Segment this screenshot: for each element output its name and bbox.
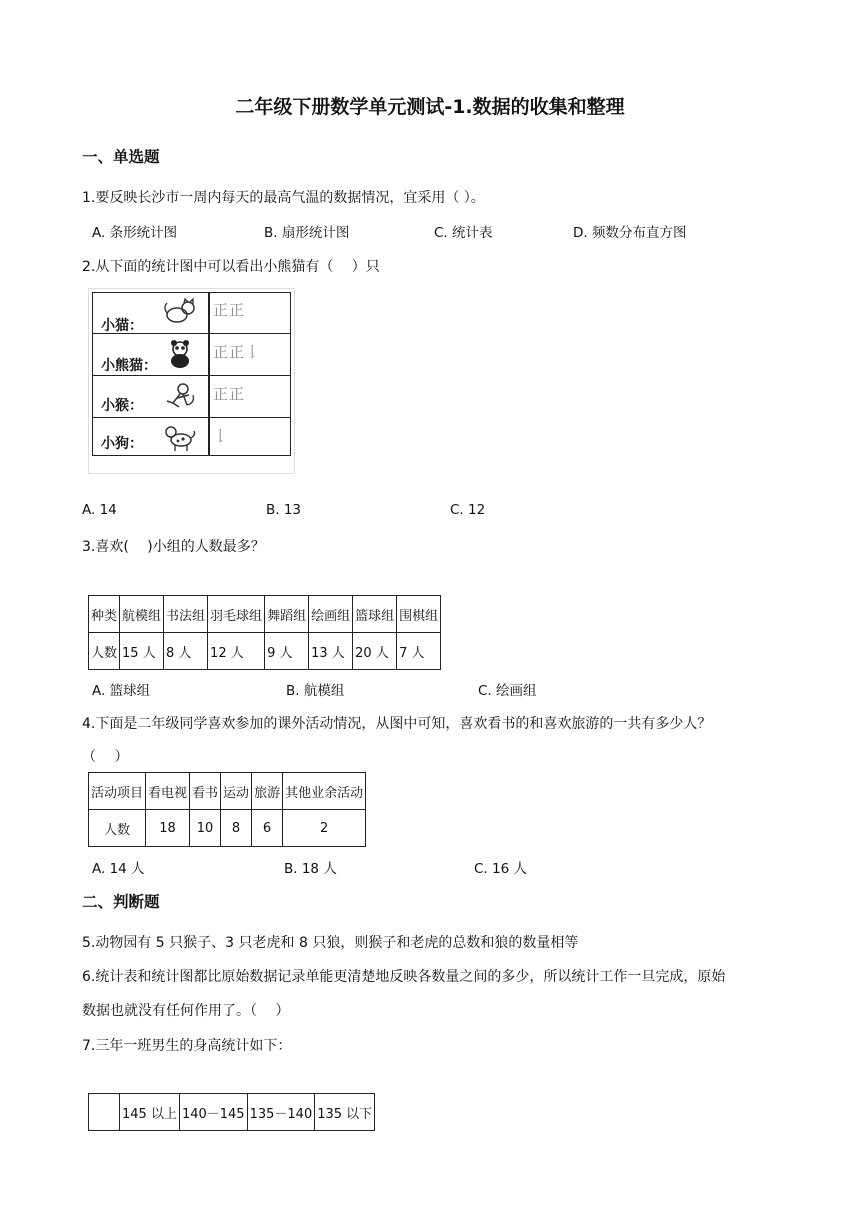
tally-label: 小猴： — [101, 398, 143, 414]
table-header-cell: 种类 — [89, 596, 120, 633]
table-cell: 10 — [190, 810, 221, 847]
table-header-cell: 其他业余活动 — [283, 773, 366, 810]
question-4: 4.下面是二年级同学喜欢参加的课外活动情况，从图中可知，喜欢看书的和喜欢旅游的一共有多少人？ — [82, 716, 712, 732]
q2-option-c: C. 12 — [450, 502, 486, 518]
q3-option-a: A. 篮球组 — [92, 683, 151, 699]
table-header-cell: 看书 — [190, 773, 221, 810]
q1-option-b: B. 扇形统计图 — [264, 225, 350, 241]
q4-option-b: B. 18 人 — [284, 861, 337, 877]
tally-marks: 𠄌 — [213, 427, 230, 445]
question-2: 2.从下面的统计图中可以看出小熊猫有（ ）只 — [82, 259, 380, 275]
q4-option-c: C. 16 人 — [474, 861, 527, 877]
tally-marks: 正正 — [213, 385, 246, 403]
table-header-cell: 看电视 — [146, 773, 190, 810]
table-header-cell: 航模组 — [120, 596, 164, 633]
table-header-cell: 旅游 — [252, 773, 283, 810]
tally-label: 小狗： — [101, 436, 143, 452]
q1-option-c: C. 统计表 — [434, 225, 493, 241]
table-cell: 8 — [221, 810, 252, 847]
tally-row-panda — [93, 335, 290, 376]
table-cell: 人数 — [89, 633, 120, 670]
table-header-cell: 运动 — [221, 773, 252, 810]
table-cell: 2 — [283, 810, 366, 847]
q7-table — [88, 1093, 375, 1131]
page-title: 二年级下册数学单元测试-1.数据的收集和整理 — [235, 96, 625, 118]
question-5: 5.动物园有 5 只猴子、3 只老虎和 8 只狼，则猴子和老虎的总数和狼的数量相等 — [82, 935, 579, 951]
table-cell: 人数 — [89, 810, 146, 847]
table-header-cell — [89, 1094, 120, 1131]
table-row — [89, 773, 366, 810]
table-header-cell: 145 以上 — [120, 1094, 180, 1131]
section-heading-single-choice: 一、单选题 — [82, 148, 160, 166]
table-cell: 6 — [252, 810, 283, 847]
table-header-cell: 140－145 — [179, 1094, 247, 1131]
tally-row-cat — [93, 293, 290, 334]
table-header-cell: 135 以下 — [315, 1094, 375, 1131]
cat-icon — [163, 297, 197, 327]
table-row — [89, 810, 366, 847]
table-header-cell: 羽毛球组 — [208, 596, 265, 633]
table-cell: 13 人 — [309, 633, 353, 670]
table-cell: 8 人 — [164, 633, 208, 670]
tally-row-dog — [93, 419, 290, 459]
question-1: 1.要反映长沙市一周内每天的最高气温的数据情况，宜采用（ ）。 — [82, 190, 485, 206]
q4-option-a: A. 14 人 — [92, 861, 145, 877]
table-row — [89, 1094, 375, 1131]
q1-option-a: A. 条形统计图 — [92, 225, 178, 241]
dog-icon — [163, 423, 197, 453]
table-cell: 18 — [146, 810, 190, 847]
tally-chart — [88, 288, 295, 474]
panda-icon — [163, 339, 197, 369]
table-header-cell: 篮球组 — [353, 596, 397, 633]
table-cell: 15 人 — [120, 633, 164, 670]
q3-table — [88, 595, 441, 670]
question-6-line-1: 6.统计表和统计图都比原始数据记录单能更清楚地反映各数量之间的多少，所以统计工作一旦完成，原始 — [82, 969, 726, 985]
section-heading-true-false: 二、判断题 — [82, 893, 160, 911]
table-header-cell: 舞蹈组 — [265, 596, 309, 633]
table-header-cell: 活动项目 — [89, 773, 146, 810]
tally-label: 小熊猫： — [101, 358, 157, 374]
monkey-icon — [163, 381, 197, 411]
table-cell: 9 人 — [265, 633, 309, 670]
question-7: 7.三年一班男生的身高统计如下： — [82, 1038, 292, 1054]
q3-option-c: C. 绘画组 — [478, 683, 537, 699]
tally-marks: 正正 — [213, 301, 246, 319]
q4-table — [88, 772, 366, 847]
question-6-line-2: 数据也就没有任何作用了。（ ） — [82, 1003, 290, 1019]
table-header-cell: 135－140 — [247, 1094, 315, 1131]
q2-option-a: A. 14 — [82, 502, 117, 518]
tally-row-monkey — [93, 377, 290, 418]
table-cell: 20 人 — [353, 633, 397, 670]
question-3: 3.喜欢( )小组的人数最多？ — [82, 539, 265, 555]
table-cell: 7 人 — [397, 633, 441, 670]
question-4-paren: （ ） — [82, 749, 129, 765]
tally-marks: 正正𠄌 — [213, 343, 262, 361]
q2-option-b: B. 13 — [266, 502, 302, 518]
table-row — [89, 596, 441, 633]
table-header-cell: 绘画组 — [309, 596, 353, 633]
table-row — [89, 633, 441, 670]
table-cell: 12 人 — [208, 633, 265, 670]
q1-option-d: D. 频数分布直方图 — [573, 225, 687, 241]
q3-option-b: B. 航模组 — [286, 683, 345, 699]
table-header-cell: 书法组 — [164, 596, 208, 633]
tally-label: 小猫： — [101, 318, 143, 334]
table-header-cell: 围棋组 — [397, 596, 441, 633]
